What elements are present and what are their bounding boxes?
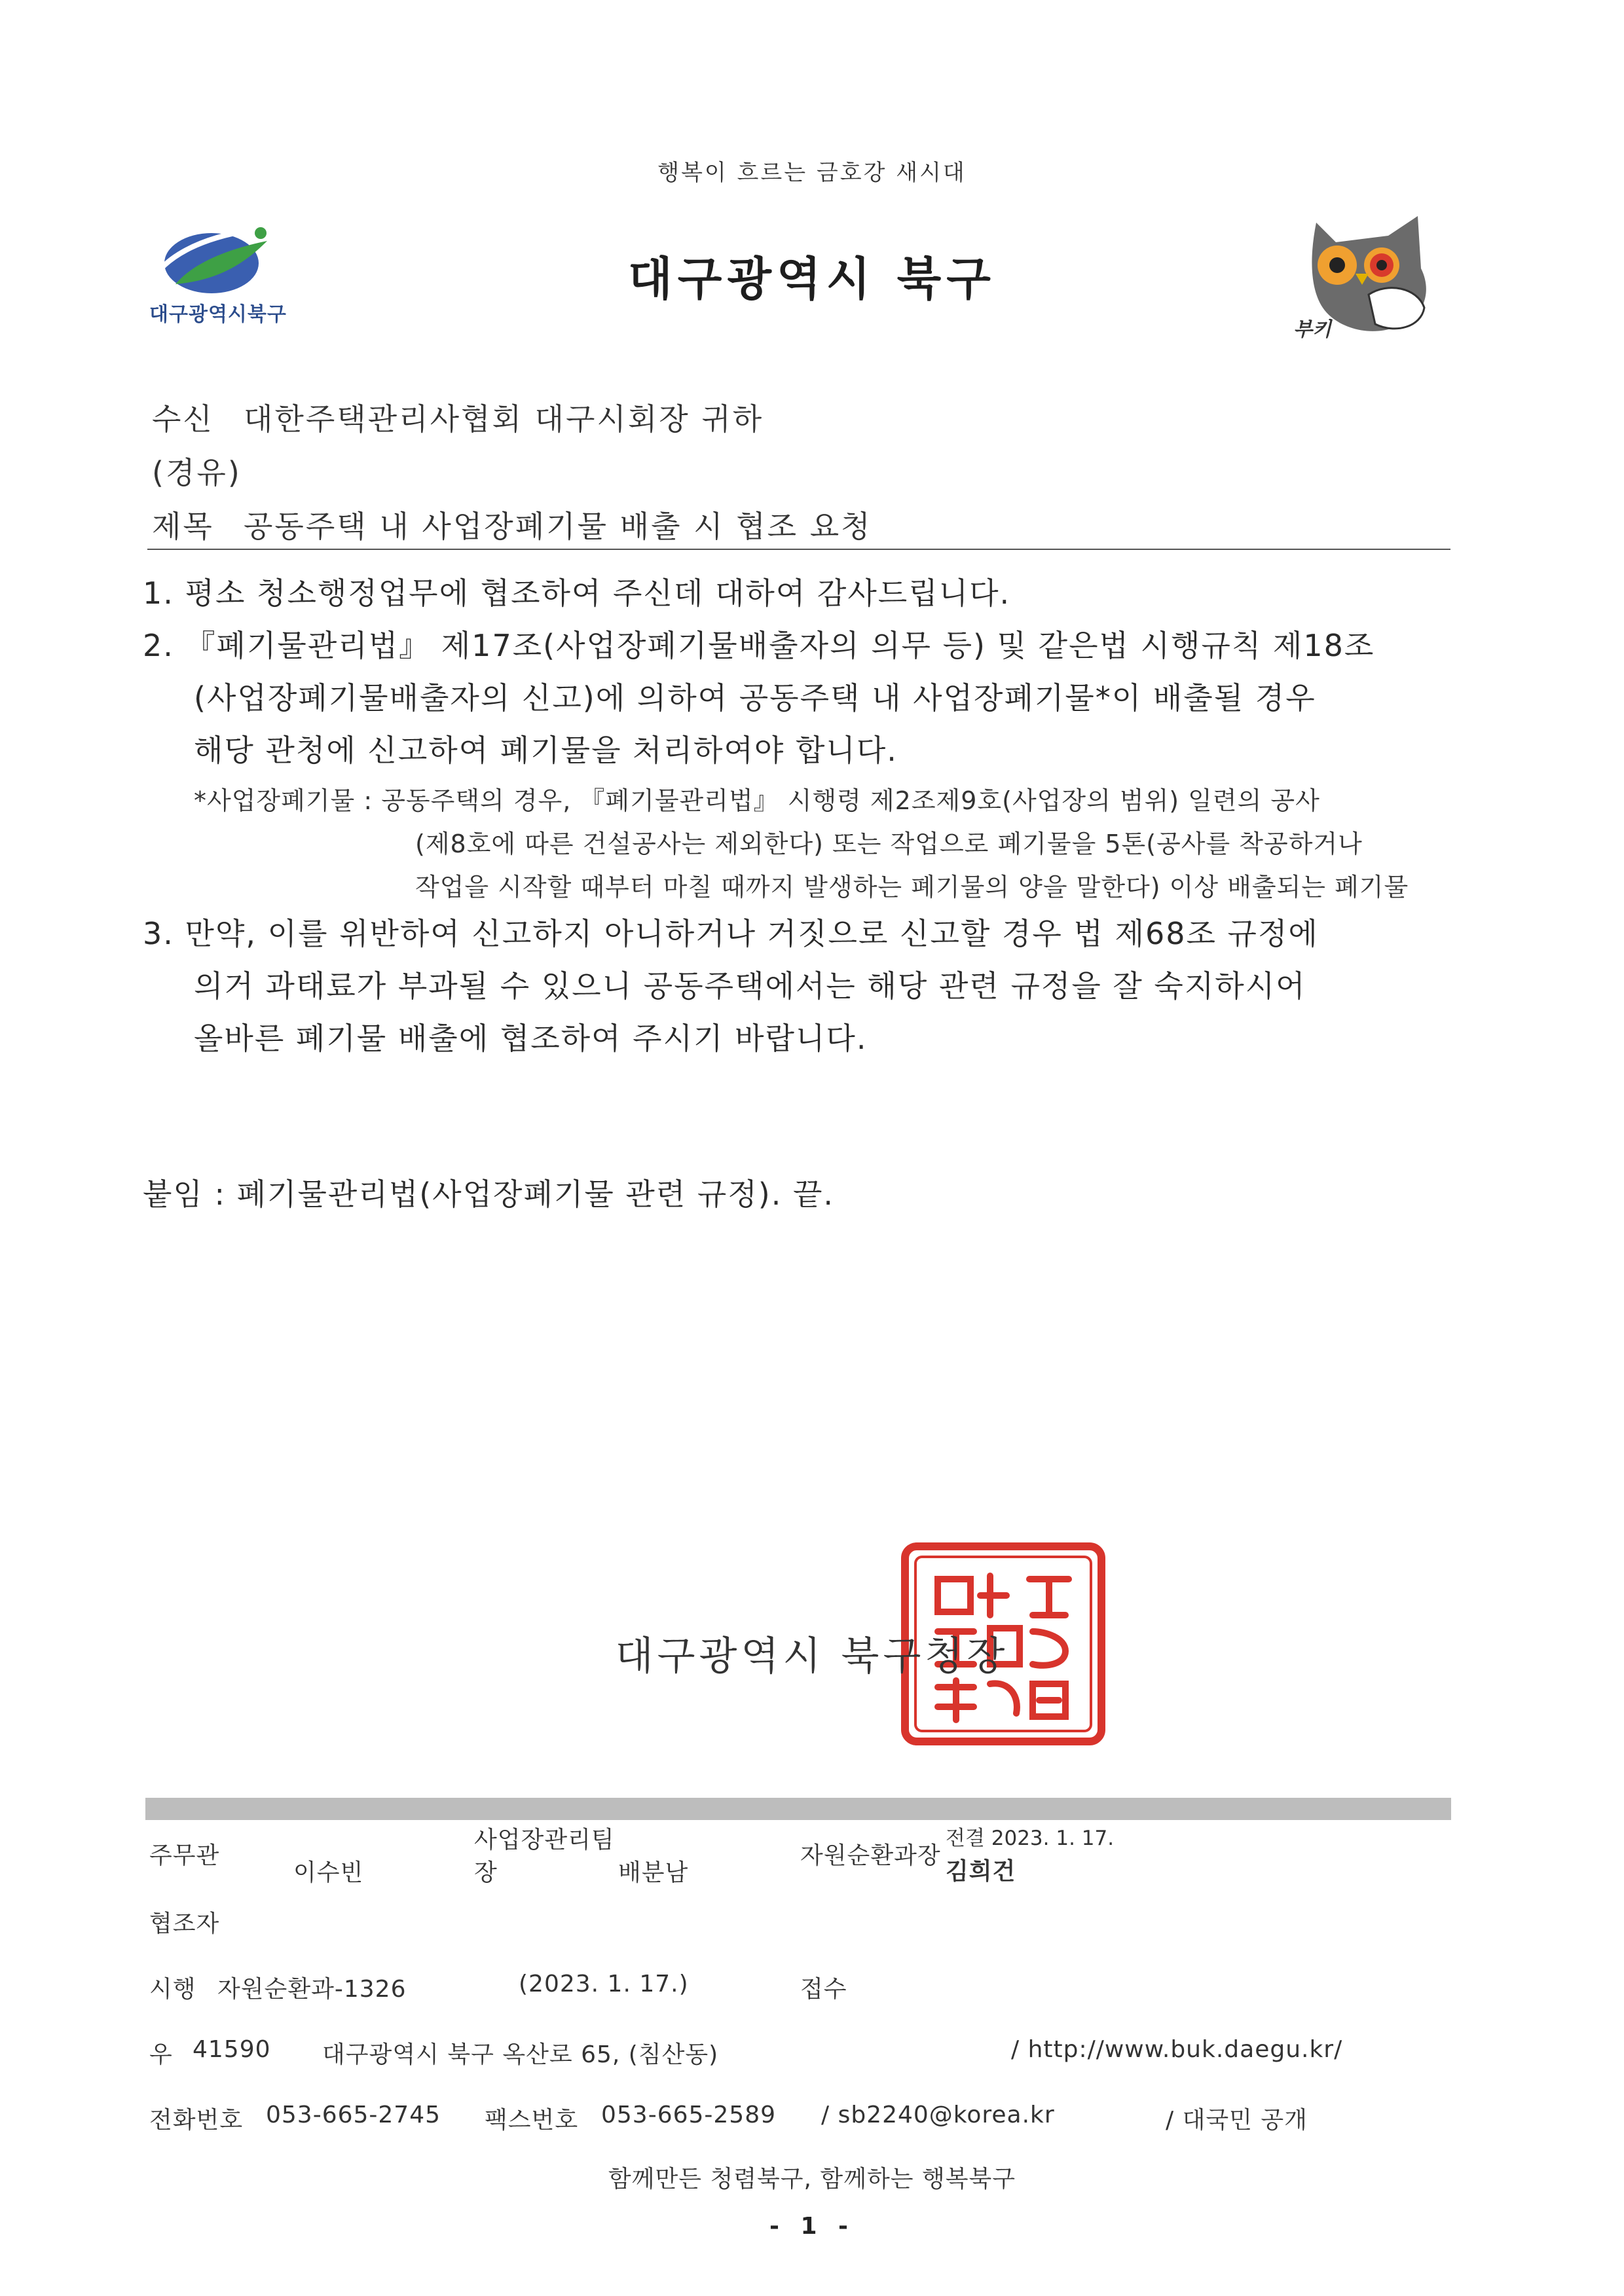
cooperator-label: 협조자	[149, 1910, 220, 1937]
footer-bar	[145, 1798, 1451, 1820]
body-item-3-line-3: 올바른 폐기물 배출에 협조하여 주시기 바랍니다.	[194, 1021, 868, 1056]
team-lead-label-1: 사업장관리팀	[474, 1827, 615, 1853]
drafter-name: 이수빈	[293, 1859, 364, 1886]
body-item-2-line-2: (사업장폐기물배출자의 신고)에 의하여 공동주택 내 사업장폐기물*이 배출될 경우	[194, 680, 1316, 716]
subject-label: 제목	[152, 509, 214, 544]
enforcement-date: (2023. 1. 17.)	[519, 1971, 689, 1997]
footnote-line-1: *사업장폐기물 : 공동주택의 경우, 『폐기물관리법』 시행령 제2조제9호(사업장의 범위) 일련의 공사	[194, 786, 1320, 815]
postal-code: 41590	[193, 2036, 271, 2063]
subject: 공동주택 내 사업장폐기물 배출 시 협조 요청	[244, 509, 872, 544]
phone-number: 053-665-2745	[266, 2102, 441, 2128]
mascot-label: 부키	[1293, 318, 1331, 341]
org-title: 대구광역시 북구	[628, 252, 996, 306]
recipient: 대한주택관리사협회 대구시회장 귀하	[244, 401, 764, 437]
director-name: 김희건	[946, 1858, 1016, 1885]
recipient-label: 수신	[152, 401, 214, 437]
receipt-label: 접수	[800, 1976, 847, 2003]
postal-label: 우	[149, 2041, 173, 2068]
closing-slogan: 함께만든 청렴북구, 함께하는 행복북구	[608, 2166, 1016, 2193]
body-item-2-line-1: 2. 『폐기물관리법』 제17조(사업장폐기물배출자의 의무 등) 및 같은법 시행규칙 제18조	[143, 628, 1375, 663]
logo-text: 대구광역시북구	[149, 303, 287, 326]
enforcement-number: 자원순환과-1326	[217, 1976, 407, 2003]
address: 대구광역시 북구 옥산로 65, (침산동)	[322, 2041, 719, 2068]
body-item-1: 1. 평소 청소행정업무에 협조하여 주신데 대하여 감사드립니다.	[143, 575, 1011, 611]
website-link[interactable]: / http://www.buk.daegu.kr/	[1011, 2036, 1343, 2063]
sender-signature: 대구광역시 북구청장	[615, 1633, 1009, 1679]
enforcement-label: 시행	[149, 1976, 196, 2003]
fax-label: 팩스번호	[485, 2107, 579, 2134]
footnote-line-2: (제8호에 따른 건설공사는 제외한다) 또는 작업으로 폐기물을 5톤(공사를 착공하거나	[415, 829, 1363, 858]
team-lead-name: 배분남	[618, 1859, 689, 1886]
header-divider	[147, 549, 1450, 550]
drafter-label: 주무관	[149, 1842, 220, 1869]
email-link[interactable]: / sb2240@korea.kr	[821, 2102, 1055, 2128]
approval-date: 전결 2023. 1. 17.	[946, 1827, 1115, 1850]
via-label: (경유)	[152, 455, 242, 490]
body-item-2-line-3: 해당 관청에 신고하여 폐기물을 처리하여야 합니다.	[194, 733, 898, 768]
footnote-line-3: 작업을 시작할 때부터 마칠 때까지 발생하는 폐기물의 양을 말한다) 이상 배출되는 폐기물	[415, 873, 1409, 902]
director-label: 자원순환과장	[800, 1842, 941, 1869]
fax-number: 053-665-2589	[601, 2102, 777, 2128]
header-slogan: 행복이 흐르는 금호강 새시대	[657, 160, 967, 186]
phone-label: 전화번호	[149, 2107, 244, 2134]
page-number: - 1 -	[769, 2213, 855, 2240]
body-item-3-line-1: 3. 만약, 이를 위반하여 신고하지 아니하거나 거짓으로 신고할 경우 법 제68조 규정에	[143, 916, 1319, 951]
team-lead-label-2: 장	[474, 1859, 498, 1886]
body-item-3-line-2: 의거 과태료가 부과될 수 있으니 공동주택에서는 해당 관련 규정을 잘 숙지하시어	[194, 968, 1306, 1004]
attachment-line: 붙임 : 폐기물관리법(사업장폐기물 관련 규정). 끝.	[143, 1176, 835, 1212]
disclosure-status: / 대국민 공개	[1166, 2107, 1308, 2134]
